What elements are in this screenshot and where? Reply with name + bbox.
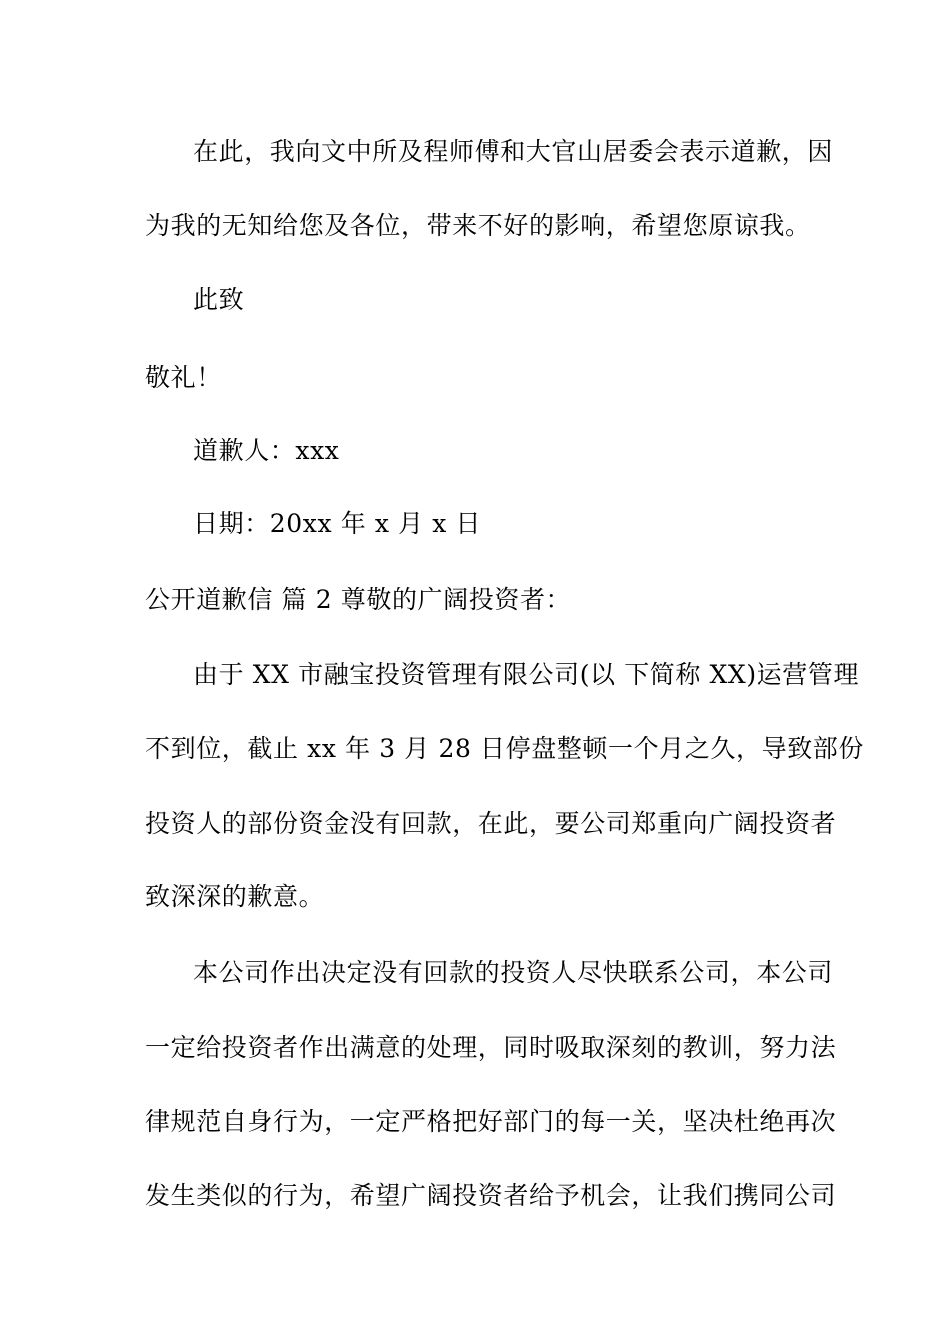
date-line: 日期：20xx 年 x 月 x 日 [193, 509, 482, 538]
closing-phrase: 此致 [193, 285, 245, 314]
paragraph-line: 本公司作出决定没有回款的投资人尽快联系公司，本公司 [193, 958, 834, 987]
salutation: 敬礼！ [145, 363, 222, 392]
paragraph-line: 发生类似的行为，希望广阔投资者给予机会，让我们携同公司 [145, 1181, 837, 1210]
paragraph-line: 律规范自身行为，一定严格把好部门的每一关，坚决杜绝再次 [145, 1107, 837, 1136]
paragraph-line: 不到位，截止 xx 年 3 月 28 日停盘整顿一个月之久，导致部份 [145, 734, 864, 763]
paragraph-line: 在此，我向文中所及程师傅和大官山居委会表示道歉，因 [193, 137, 834, 166]
paragraph-line: 致深深的歉意。 [145, 882, 325, 911]
section-heading: 公开道歉信 篇 2 尊敬的广阔投资者： [145, 585, 572, 614]
paragraph-line: 由于 XX 市融宝投资管理有限公司(以 下简称 XX)运营管理 [193, 660, 860, 689]
paragraph-line: 为我的无知给您及各位，带来不好的影响，希望您原谅我。 [145, 211, 811, 240]
signer-line: 道歉人：xxx [193, 436, 340, 465]
paragraph-line: 一定给投资者作出满意的处理，同时吸取深刻的教训，努力法 [145, 1033, 837, 1062]
paragraph-line: 投资人的部份资金没有回款，在此，要公司郑重向广阔投资者 [145, 809, 837, 838]
